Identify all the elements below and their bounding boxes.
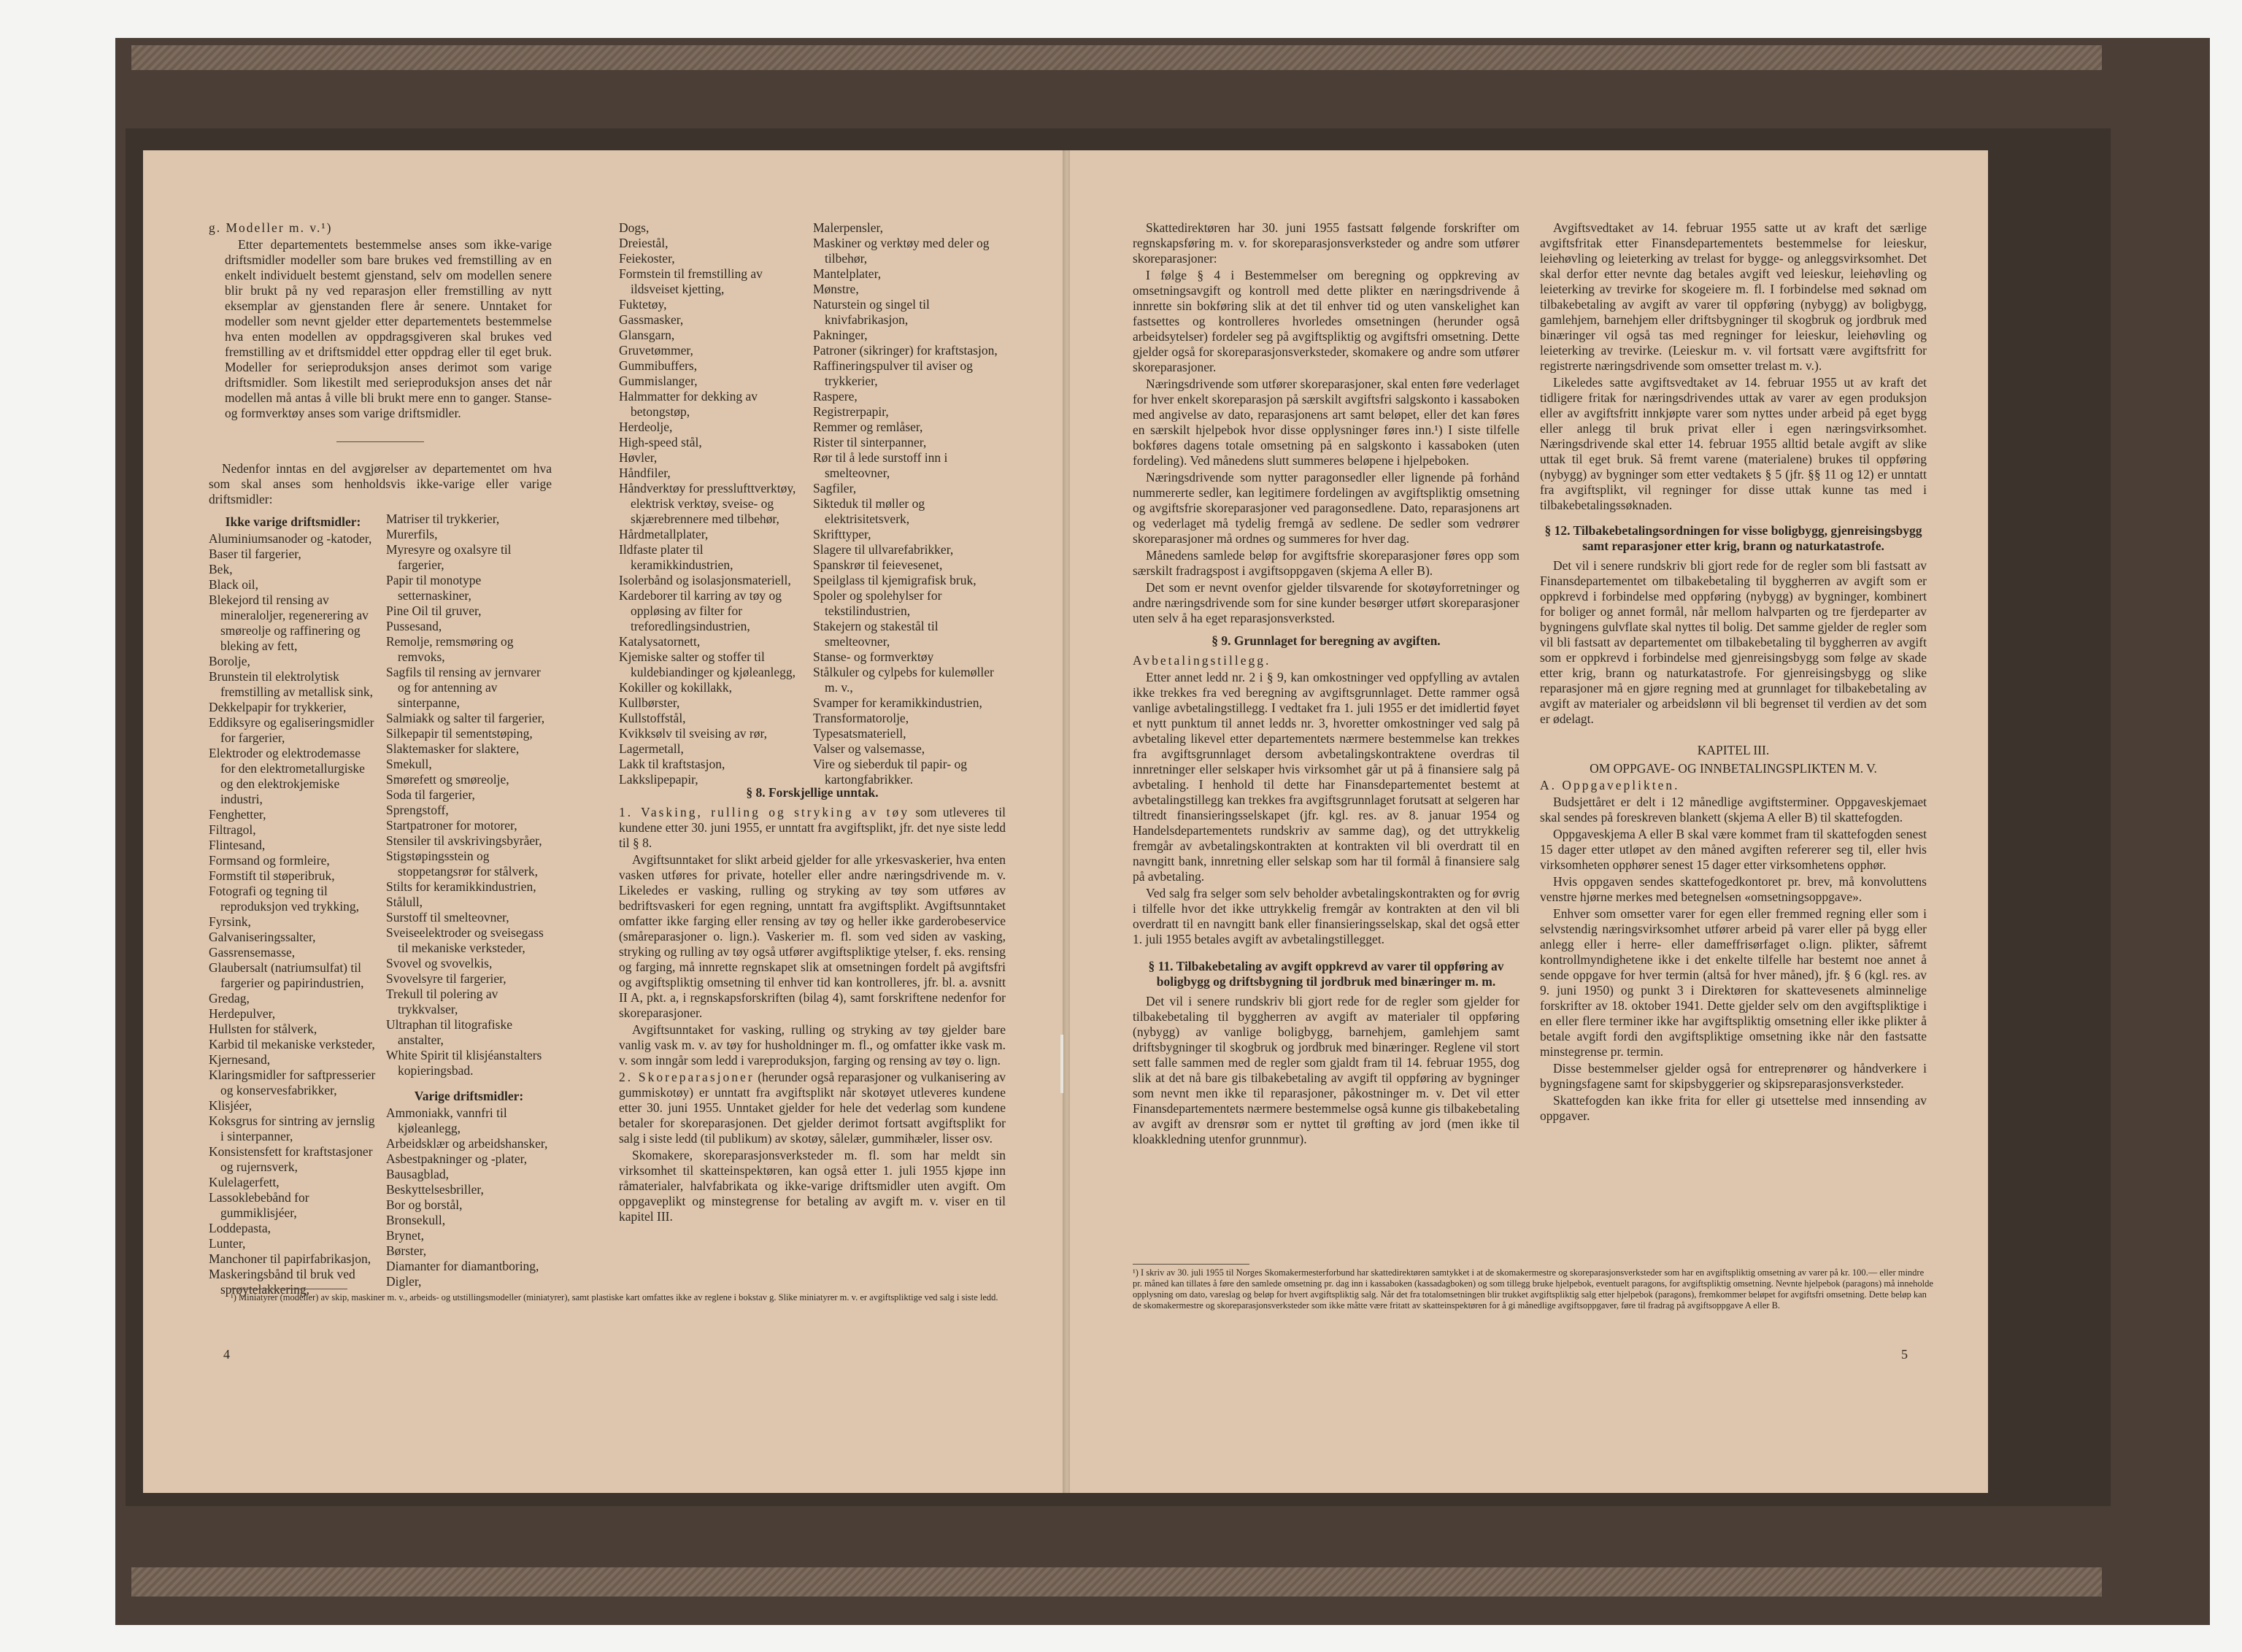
s9-paragraph-2: Ved salg fra selger som selv beholder avbetalingskontrakten og for øvrig i tilfelle hvor det ikke uttrykkelig fremgår av kontrakten at den vil bli overdratt til en navngitt bank eller finansieringsselskap, skal det også etter 1. juli 1955 betales avgift av avbetalingstillegget. [1133,886,1519,946]
kap-paragraph-5: Disse bestemmelser gjelder også for entreprenører og håndverkere i bygningsfagene samt for skipsbyggerier og skipsreparasjonsverksteder. [1540,1061,1927,1091]
list-item: Sikteduk til møller og elektrisitetsverk, [813,496,925,526]
list-item: Galvaniseringssalter, [209,930,316,944]
s8-point-1 [619,805,1006,851]
list-item: Kvikksølv til sveising av rør, [619,726,767,741]
list-item: Hårdmetallplater, [619,527,709,541]
list-item: Rør til å lede surstoff inn i smelteovner, [813,450,948,480]
list-item: Brynet, [385,1228,424,1243]
left-footnote-text: ¹) Miniatyrer (modeller) av skip, maskiner m. v., arbeids- og utstillingsmodeller (miniatyrer), samt plastiske kart omfattes ikke av reglene i bokstav g. Slike miniatyrer m. v. er avgiftspliktige ved salg i siste ledd. [231,1292,998,1302]
r-c2-p2: Likeledes satte avgiftsvedtaket av 14. februar 1955 ut av kraft det tidligere fritak for næringsdrivendes uttak av varer av egen produksjon eller av avgiftsfritt innkjøpte varer som nyttes under arbeid på eget bygg eller anlegg til bruk privat eller i egen næringsvirksomhet. Næringsdrivende skal etter 14. februar 1955 alltid betale avgift av slike uttak til eget bruk. Så fremt varene (materialene) brukes til oppføring (nybygg) av bygninger som etter vedtakets § 5 (jfr. §§ 11 og 12) er unntatt fra avgiftsplikt, vil regninger for disse uttak kunne tas med i tilbakebetalingssøknaden. [1540,375,1927,512]
section-9-title: § 9. Grunnlaget for beregning av avgiften. [1211,633,1441,648]
list-item: Lassoklebebånd for gummiklisjéer, [209,1190,309,1220]
list-item: Håndverktøy for presslufttverktøy, elektrisk verktøy, sveise- og skjærebrennere med tilbehør, [619,481,796,526]
section-9-subtitle: Avbetalingstillegg. [1133,653,1271,668]
list-item: Svamper for keramikkindustrien, [813,695,982,710]
ikke-varige-list-a [209,531,377,1297]
list-item: Mantelplater, [813,266,882,281]
list-item: Kjemiske salter og stoffer til kuldebiandinger og kjøleanlegg, [619,649,796,679]
right-col-1 [1133,220,1519,1149]
list-item: Stålkuler og cylpebs for kulemøller m. v., [813,665,994,695]
list-item: Dekkelpapir for trykkerier, [209,700,347,714]
list-item: Formsand og formleire, [209,853,330,868]
list-item: Registrerpapir, [813,404,889,419]
chapter-title: KAPITEL III. [1697,743,1770,757]
list-item: Fuktetøy, [619,297,667,312]
right-footnote-text: ¹) I skriv av 30. juli 1955 til Norges Skomakermesterforbund har skattedirektøren samtykket i at de skomakermestre og skoreparasjonsverksteder som har en avgiftspliktig omsetning av varer på kr. 100.— eller mindre pr. måned kan tillates å føre den samlede omsetning pr. dag inn i kassaboken (kassadagboken) og som tillegg bruke hjelpebok, eventuelt paragons, for avgiftspliktig omsetning. Nevnte hjelpebok (paragons) må inneholde opplysning om dato, vareslag og beløp for hvert avgiftspliktig salg. Når det fra totalomsetningen blir trukket avgiftspliktig salg etter hjelpebok (paragons), fremkommer beløpet for avgiftsfri omsetning. Dette beløp kan de skomakermestre og skoreparasjonsverksteder som ikke måtte være fritatt av skatteinspektøren for å gi månedlige avgiftsoppgaver, føre til fradrag på avgiftsoppgave A eller B. [1133,1267,1933,1311]
r-c1-p5: Månedens samlede beløp for avgiftsfrie skoreparasjoner føres opp som særskilt fradragspost i avgiftsoppgaven (skjema A eller B). [1133,548,1519,578]
list-item: Konsistensfett for kraftstasjoner og rujernsverk, [209,1144,373,1174]
list-item: Elektroder og elektrodemasse for den elektrometallurgiske og den elektrokjemiske industri, [209,746,365,806]
list-item: Black oil, [209,577,259,592]
right-footnote [1133,1264,1935,1311]
list-item: Skrifttyper, [813,527,871,541]
list-item: Spanskrør til feievesenet, [813,557,943,572]
list-item: Papir til monotype setternaskiner, [385,573,482,603]
list-item: Arbeidsklær og arbeidshansker, [385,1136,548,1151]
s8-paragraph-5: Skomakere, skoreparasjonsverksteder m. fl. som har meldt sin virksomhet til skatteinspektøren, kan også etter 1. juli 1955 kjøpe inn råmaterialer, halvfabrikata og ikke-varige driftsmidler uten avgift. Om oppgaveplikt og minstegrense for betaling av avgift m. v. viser en til kapitel III. [619,1148,1006,1224]
list-item: Sveiseelektroder og sveisegass til mekaniske verksteder, [385,925,544,955]
list-item: Eddiksyre og egaliseringsmidler for fargerier, [209,715,374,745]
list-item: Stigstøpingsstein og stoppetangsrør for stålverk, [385,849,538,879]
kap-paragraph-4: Enhver som omsetter varer for egen eller fremmed regning eller som i selvstendig næringsvirksomhet utfører arbeid på varer eller på bygg eller anlegg eller i herre- eller dameffrisørfaget o.lign. plikter, såfremt kontrollmyndighetene ikke i det enkelte tilfelle har bestemt noe annet å sende oppgave for hver termin (altså for hver måned), jfr. § 6 (kgl. res. av 9. juni 1950) og punkt 3 i Direktøren for skattevesenets alminnelige forskrifter av 18. oktober 1941. Dette gjelder selv om den avgiftspliktige i en eller flere terminer ikke har avgiftspliktig omsetning eller ikke plikter å betale avgift fordi den avgiftspliktige omsetning ikke når den fastsatte minstegrense pr. termin. [1540,906,1927,1059]
list-item: Fyrsink, [209,914,251,929]
list-item: Surstoff til smelteovner, [385,910,509,925]
list-item: Brunstein til elektrolytisk fremstilling av metallisk sink, [209,669,374,699]
heading-modeller: g. Modeller m. v.¹) [209,220,333,235]
list-item: Stensiler til avskrivingsbyråer, [385,833,542,848]
list-item: Smekull, [385,757,432,771]
list-item: Filtragol, [209,822,256,837]
list-item: Svovel og svovelkis, [385,956,493,970]
list-item: Manchoner til papirfabrikasjon, [209,1251,371,1266]
list-item: Stålull, [385,895,423,909]
list-item: Vire og sieberduk til papir- og kartongfabrikker. [813,757,967,787]
list-item: Kullstoffstål, [619,711,686,725]
divider [336,441,424,442]
chapter-section-a: A. Oppgaveplikten. [1540,778,1680,792]
list-item: Herdeolje, [619,420,673,434]
s8-point-1-text: som utleveres til kundene etter 30. juni 1955, er unntatt fra avgiftsplikt, jfr. det nye siste ledd til § 8. [619,805,1006,850]
list-item: Bek, [209,562,233,576]
list-item: Kardeborer til karring av tøy og oppløsing av filter for treforedlingsindustrien, [619,588,782,633]
staple [1060,1035,1063,1093]
s8-point-2 [619,1070,1006,1146]
ikke-varige-title: Ikke varige driftsmidler: [225,514,361,529]
list-item: Soda til fargerier, [385,787,475,802]
list-item: Startpatroner for motorer, [385,818,517,833]
list-item: Malerpensler, [813,220,883,235]
r-c1-p6: Det som er nevnt ovenfor gjelder tilsvarende for skotøyforretninger og andre næringsdrivende som for sine kunder besørger utført skoreparasjoner uten selv å ha eget reparasjonsverksted. [1133,580,1519,625]
list-item: High-speed stål, [619,435,702,449]
list-item: Asbestpakninger og -plater, [385,1151,528,1166]
list-item: Raspere, [813,389,858,404]
list-item: Klisjéer, [209,1098,253,1113]
list-item: Halmmatter for dekking av betongstøp, [619,389,758,419]
list-item: Formstift til støperibruk, [209,868,335,883]
binding-band-bottom [131,1567,2102,1597]
list-item: Fotografi og tegning til reproduksjon ved trykking, [209,884,360,914]
list-item: Stanse- og formverktøy [813,649,934,664]
list-item: Høvler, [619,450,658,465]
list-item: Lakkslipepapir, [619,772,698,787]
list-item: Maskiner og verktøy med deler og tilbehør, [813,236,990,266]
list-item: Beskyttelsesbriller, [385,1182,484,1197]
list-item: Børster, [385,1243,427,1258]
r-c1-p2: I følge § 4 i Bestemmelser om beregning og oppkreving av omsetningsavgift og kontroll med dette plikter en næringsdrivende å innrette sin bokføring slik at det til enhver tid og uten vanskelighet kan fastsettes og kontrolleres hvorledes omsetningen (herunder også arbeidsytelser) fordeler seg på avgiftspliktig og avgiftsfri omsetning. Dette gjelder også for skoreparasjonsverksteder, skomakere og andre som utfører skoreparasjoner. [1133,268,1519,374]
list-item: Myresyre og oxalsyre til fargerier, [385,542,512,572]
list-item: Valser og valsemasse, [813,741,925,756]
list-item: Karbid til mekaniske verksteder, [209,1037,375,1051]
s8-point-2-text: (herunder også reparasjoner og vulkanisering av gummiskotøy) er unntatt fra avgiftsplikt når skotøyet utleveres kundene etter 30. juni 1955. Unntaket gjelder for hele det vederlag som kundene betaler for skoreparasjonen. Det gjelder derimot fortsatt avgiftsplikt for salg i siste ledd (til publikum) av skotøy, sålelær, gummihæler, lisser osv. [619,1070,1006,1146]
kap-paragraph-2: Oppgaveskjema A eller B skal være kommet fram til skattefogden senest 15 dager etter utløpet av den måned avgiften refererer seg til, eller hvis virksomheten opphører senest 15 dager etter virksomhetens opphør. [1540,827,1927,872]
list-item: Silkepapir til sementstøping, [385,726,533,741]
intro-paragraph: Nedenfor inntas en del avgjørelser av departementet om hva som skal anses som henholdsvis ikke-varige eller varige driftsmidler: [209,461,552,506]
list-item: Mønstre, [813,282,859,296]
list-item: Ultraphan til litografiske anstalter, [385,1017,512,1047]
list-item: Kokiller og kokillakk, [619,680,733,695]
list-item: Sprengstoff, [385,803,449,817]
list-item: Patroner (sikringer) for kraftstasjon, [813,343,998,358]
list-item: Gredag, [209,991,250,1006]
list-item: Blekejord til rensing av mineraloljer, regenerering av smøreolje og raffinering og bleking av fett, [209,593,369,653]
list-item: Smørefett og smøreolje, [385,772,509,787]
list-item: Slagere til ullvarefabrikker, [813,542,954,557]
list-item: Dreiestål, [619,236,669,250]
list-item: Bronsekull, [385,1213,446,1227]
list-item: Katalysatornett, [619,634,701,649]
list-item: Stilts for keramikkindustrien, [385,879,536,894]
list-item: Bausagblad, [385,1167,450,1181]
ikke-varige-columns [209,512,552,1297]
s12-paragraph-1: Det vil i senere rundskriv bli gjort rede for de regler som bli fastsatt av Finansdepartementet om tilbakebetaling til byggherren av avgift som er oppkrevd i forbindelse med oppføring (nybygg) av bygninger, kombinert for boliger og annet formål, når mellom halvparten og tre fjerdeparter av bygningens gulvflate skal nyttes til bolig. Det samme gjelder de regler som vil bli fastsatt av departementet om tilbakebetaling til byggherren av avgift som er oppkrevd i forbindelse med gjenreisingsbygg som følge av skade etter krig, brann og naturkatastrofe. For gjenreisingsbygg og slike reparasjoner må en gjøre regning med at grunnlaget for tilbakebetaling av avgift av materialer og arbeidslønn vil bli begrenset til verdien av det som er ødelagt. [1540,558,1927,726]
modeller-paragraph: Etter departementets bestemmelse anses som ikke-varige driftsmidler modeller som bare brukes ved fremstilling av en enkelt individuelt bestemt gjenstand, selv om modellen senere blir brukt på ny ved reparasjon eller fremstilling av nytt eksemplar av gjenstanden flere år senere. Unntaket for modeller som nevnt gjelder etter departementets bestemmelse hva enten modellen av oppdragsgiveren skal brukes ved fremstilling av et driftsmiddel etter oppdrag eller til eget bruk. Modeller for serieproduksjon anses derimot som varige driftsmidler. Som likestilt med serieproduksjon anses det når modellen må antas å ville bli brukt mere enn to ganger. Stanse- og formverktøy anses som varige driftsmidler. [225,237,552,420]
list-item: Murerfils, [385,527,438,541]
list-item: Hullsten for stålverk, [209,1022,317,1036]
left-page [143,150,1064,1493]
list-item: Glaubersalt (natriumsulfat) til fargerier og papirindustrien, [209,960,364,990]
list-item: Håndfiler, [619,466,671,480]
list-item: Gassmasker, [619,312,684,327]
r-c2-p1: Avgiftsvedtaket av 14. februar 1955 satte ut av kraft det særlige avgiftsfritak etter Finansdepartementets bestemmelse for leieskur, leiehøvling og leieterking av trelast for bygge- og anleggsvirksomhet. Det skal derfor etter nevnte dag betales avgift ved leieskur, leiehøvling og leieterking av trevirke for skogeiere m. fl. I forbindelse med søknad om tilbakebetaling av avgift av varer til oppføring (nybygg) av boligbygg, gamlehjem, barnehjem eller driftsbygninger til skogbruk og jordbruk med binæringer vil også tas med regninger for leieskur, leiehøvling og leieterking av trevirke. (Leieskur m. v. vil fortsatt være avgiftsfritt for registrerte næringsdrivende som omsetter trelast m. v.). [1540,220,1927,373]
s11-paragraph-1: Det vil i senere rundskriv bli gjort rede for de regler som gjelder for tilbakebetaling til byggherren av avgift av materialer til oppføring (nybygg) av vanlige boligbygg, barnehjem, gamlehjem samt driftsbygninger til skogbruk og jordbruk med binæringer. Reglene vil stort sett falle sammen med de regler som gjaldt fram til 14. februar 1955, dog slik at det nå bare gis tilbakebetaling av avgift til oppføring av bygninger som nevnt men ikke til reparasjoner, påkostninger m. v. Det vil etter Finansdepartementets nærmere bestemmelse også kunne gis tilbakebetaling av avgift av drensrør som er nyttet til grøfting av jord (men ikke til kloakkledning utenfor grunnmur). [1133,994,1519,1146]
list-item: Bor og borstål, [385,1197,463,1212]
list-item: Fenghetter, [209,807,266,822]
varige-title: Varige driftsmidler: [414,1089,524,1103]
right-page [1070,150,1988,1493]
kap-paragraph-3: Hvis oppgaven sendes skattefogedkontoret pr. brev, må konvoluttens venstre hjørne merkes med betegnelsen «omsetningsoppgave». [1540,874,1927,904]
ikke-varige-list-b [386,512,552,1078]
list-item: Baser til fargerier, [209,547,301,561]
list-item: Gassrensemasse, [209,945,296,960]
list-item: Lagermetall, [619,741,684,756]
left-col-2 [619,220,801,787]
page-number-left: 4 [223,1347,230,1362]
r-c1-p1: Skattedirektøren har 30. juni 1955 fastsatt følgende forskrifter om regnskapsføring m. v. for skoreparasjonsverksteder og andre som utfører skoreparasjoner: [1133,220,1519,266]
list-item: Aluminiumsanoder og -katoder, [209,531,372,546]
s8-point-2-lead: 2. Skoreparasjoner [619,1070,755,1084]
list-item: Sagfiler, [813,481,857,495]
list-item: Kulelagerfett, [209,1175,280,1189]
list-item: Maskeringsbånd til bruk ved sprøytelakkering, [209,1267,355,1297]
list-item: Koksgrus for sintring av jernslig i sinterpanner, [209,1113,375,1143]
list-item: Pine Oil til gruver, [385,603,482,618]
list-item: Formstein til fremstilling av ildsveiset kjetting, [619,266,763,296]
r-c1-p3: Næringsdrivende som utfører skoreparasjoner, skal enten føre vederlaget for hver enkelt skoreparasjon på særskilt avgiftsfri salgskonto i kassaboken med angivelse av dato, reparasjonens art samt beløpet, eller det kan føres en særskilt hjelpebok hvor disse opplysninger føres inn.¹) I siste tilfelle bokføres dagens totale omsetning på en salgskonto i kassaboken (uten fordeling). Ved månedens slutt summeres beløpene i hjelpeboken. [1133,377,1519,468]
list-item: Matriser til trykkerier, [385,512,500,526]
chapter-subtitle: OM OPPGAVE- OG INNBETALINGSPLIKTEN M. V. [1590,761,1877,776]
section-8-title: § 8. Forskjellige unntak. [746,785,879,800]
s8-paragraph-2: Avgiftsunntaket for slikt arbeid gjelder for alle yrkesvaskerier, hva enten vasken utføres for private, hoteller eller andre næringsdrivende m. v. Likeledes er vasking, rulling og stryking av tøy som utføres av bedriftsvaskeri for egen regning, unntatt fra avgiftsplikt. Avgiftsunntaket omfatter ikke farging eller rensing av tøy og heller ikke garderobeservice (småreparasjoner o. lign.). Vaskerier m. fl. som ved siden av vasking, stryking og rulling av tøy også utfører avgiftspliktige ytelser, f. eks. rensing og farging, må innrette regnskapet slik at omsetningen fordelt på avgiftsfri og avgiftspliktig omsetning til enhver tid kan kontrolleres, jfr. bl. a. avsnitt II A, pkt. a, i regnskapsforskriften (bilag 4), samt forskriftene nedenfor for skoreparasjoner. [619,852,1006,1020]
section-12-title: § 12. Tilbakebetalingsordningen for visse boligbygg, gjenreisingsbygg samt reparasjoner etter krig, brann og naturkatastrofe. [1544,523,1922,553]
list-item: Klaringsmidler for saftpresserier og konservesfabrikker, [209,1068,376,1097]
list-item: Borolje, [209,654,250,668]
list-item: Raffineringspulver til aviser og trykkerier, [813,358,973,388]
list-item: Remmer og remlåser, [813,420,923,434]
s9-paragraph-1: Etter annet ledd nr. 2 i § 9, kan omkostninger ved oppfylling av avtalen ikke trekkes fra ved beregning av avgiftsgrunnlaget. Dette rammer også vanlige avbetalingstillegg. I vedtaket fra 1. juli 1955 er det imidlertid føyet et nytt punktum til annet ledds nr. 3, hvoretter omkostninger ved salg på avbetaling likevel etter departementets nærmere bestemmelse kan trekkes fra avgiftsgrunnlaget dersom avbetalingskontraktene overdras til innretninger eller selskaper hvis virksomhet går ut på å finansiere salg på avbetaling. I henhold til dette har Finansdepartementet bestemt at avbetalingstillegg kan trekkes fra avgiftsgrunnlaget forutsatt at selgeren har tiltredt finansieringsselskapet (jfr. kgl. res. av 8. januar 1954 og Handelsdepartementets rundskriv av samme dag), og det uttrykkelig fremgår av avbetalingskontrakten at kontrakten vil bli overdratt til en navngitt bank, innretning eller selskap som har til formål å finansiere salg på avbetaling. [1133,670,1519,884]
left-col-1 [209,220,552,1297]
varige-list-a [386,1105,552,1289]
section-11-title: § 11. Tilbakebetaling av avgift oppkrevd av varer til oppføring av boligbygg og driftsbygning til jordbruk med binæringer m. m. [1148,959,1504,989]
list-item: Glansgarn, [619,328,675,342]
list-item: Gruvetømmer, [619,343,693,358]
left-footnote [231,1289,1019,1303]
list-item: Dogs, [619,220,650,235]
section-8 [619,778,1006,1226]
list-item: Spoler og spolehylser for tekstilindustrien, [813,588,942,618]
list-item: Ammoniakk, vannfri til kjøleanlegg, [385,1105,507,1135]
binding-band-top [131,45,2102,70]
list-item: Gummislanger, [619,374,698,388]
list-item: Isolerbånd og isolasjonsmateriell, [619,573,791,587]
list-item: Loddepasta, [209,1221,271,1235]
varige-list-b [619,220,801,787]
list-item: Naturstein og singel til knivfabrikasjon, [813,297,930,327]
list-item: Kullbørster, [619,695,680,710]
list-item: Sagfils til rensing av jernvarer og for antenning av sinterpanne, [385,665,541,710]
list-item: Ildfaste plater til keramikkindustrien, [619,542,733,572]
list-item: Gummibuffers, [619,358,698,373]
right-col-2 [1540,220,1927,1125]
list-item: Salmiakk og salter til fargerier, [385,711,545,725]
list-item: Trekull til polering av trykkvalser, [385,987,498,1016]
page-number-right: 5 [1901,1347,1908,1362]
list-item: Svovelsyre til fargerier, [385,971,506,986]
list-item: Transformatorolje, [813,711,909,725]
list-item: Stakejern og stakestål til smelteovner, [813,619,939,649]
s8-paragraph-3: Avgiftsunntaket for vasking, rulling og stryking av tøy gjelder bare vanlig vask m. v. av tøy for husholdninger m. fl., og omfatter ikke vask m. v. som inngår som ledd i vareproduksjon, farging og rensing av tøy o. lign. [619,1022,1006,1068]
list-item: Rister til sinterpanner, [813,435,927,449]
kap-paragraph-1: Budsjettåret er delt i 12 månedlige avgiftsterminer. Oppgaveskjemaet skal sendes på foreskreven blankett (skjema A eller B) til skattefogden. [1540,795,1927,825]
list-item: Lunter, [209,1236,246,1251]
list-item: Speilglass til kjemigrafisk bruk, [813,573,976,587]
list-item: Pakninger, [813,328,868,342]
list-item: Typesatsmateriell, [813,726,906,741]
list-item: Digler, [385,1274,422,1289]
list-item: Remolje, remsmøring og remvoks, [385,634,514,664]
list-item: Herdepulver, [209,1006,276,1021]
list-item: White Spirit til klisjéanstalters kopieringsbad. [385,1048,542,1078]
s8-point-1-lead: 1. Vasking, rulling og stryking av tøy [619,805,910,819]
kap-paragraph-6: Skattefogden kan ikke frita for eller gi utsettelse med innsending av oppgaver. [1540,1093,1927,1123]
list-item: Feiekoster, [619,251,675,266]
list-item: Diamanter for diamantboring, [385,1259,539,1273]
list-item: Pussesand, [385,619,442,633]
left-col-3 [813,220,1004,787]
varige-list-c [813,220,1004,787]
list-item: Flintesand, [209,838,266,852]
list-item: Slaktemasker for slaktere, [385,741,520,756]
list-item: Lakk til kraftstasjon, [619,757,725,771]
r-c1-p4: Næringsdrivende som nytter paragonsedler eller lignende på forhånd nummererte sedler, kan legitimere fordelingen av avgiftspliktig omsetning og avgiftsfrie skoreparasjoner ved paragonsedlene. Dato, reparasjonens art og vederlaget må tydelig fremgå av sedlene. De sedler som vedrører skoreparasjoner må ordnes og summeres for hver dag. [1133,470,1519,546]
list-item: Kjernesand, [209,1052,271,1067]
